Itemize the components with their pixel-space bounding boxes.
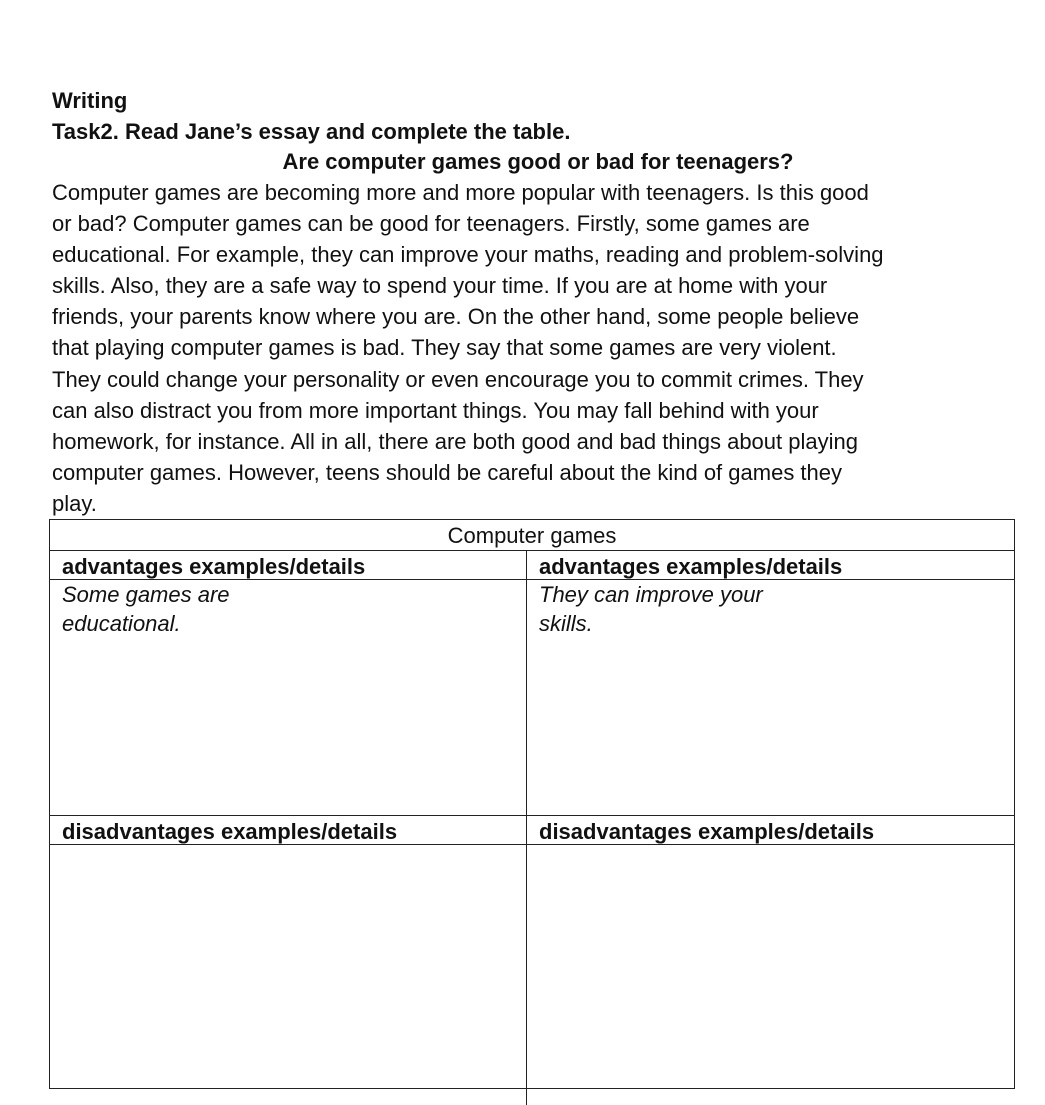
column-header: advantages examples/details (62, 554, 366, 579)
column-header: disadvantages examples/details (62, 819, 398, 844)
essay-line: computer games. However, teens should be careful about the kind of games they (52, 459, 843, 485)
essay-line: play. (52, 490, 97, 516)
section-heading: Writing (52, 88, 128, 113)
essay-line: educational. For example, they can improve your maths, reading and problem-solving (52, 242, 884, 268)
essay-line: that playing computer games is bad. They say that some games are very violent. (52, 335, 837, 361)
column-header: advantages examples/details (539, 554, 843, 579)
column-header: disadvantages examples/details (539, 819, 875, 844)
answer-text: Some games are educational. (62, 582, 230, 636)
essay-line: Computer games are becoming more and more popular with teenagers. Is this good (52, 180, 869, 205)
disadvantages-header-left (50, 816, 527, 844)
advantages-answer-row (50, 580, 1014, 816)
disadvantages-answer-left[interactable] (50, 845, 527, 1105)
essay-line: can also distract you from more important things. You may fall behind with your (52, 397, 819, 423)
essay-title: Are computer games good or bad for teenagers? (282, 149, 794, 174)
essay-line: friends, your parents know where you are. On the other hand, some people believe (52, 304, 860, 330)
advantages-header-row (50, 551, 1014, 580)
essay-line: or bad? Computer games can be good for teenagers. Firstly, some games are (52, 211, 810, 237)
disadvantages-header-right (527, 816, 1014, 844)
answer-text: They can improve your skills. (539, 582, 763, 636)
disadvantages-answer-right[interactable] (527, 845, 1014, 1105)
advantages-answer-right[interactable] (527, 580, 1014, 815)
disadvantages-answer-row (50, 845, 1014, 1105)
computer-games-table (49, 519, 1015, 1089)
advantages-answer-left[interactable] (50, 580, 527, 815)
advantages-header-left (50, 551, 527, 579)
essay-text (52, 177, 1012, 519)
essay-line: homework, for instance. All in all, there are both good and bad things about playing (52, 428, 858, 454)
task-instruction: Task2. Read Jane’s essay and complete the table. (52, 119, 571, 144)
advantages-header-right (527, 551, 1014, 579)
disadvantages-header-row (50, 816, 1014, 845)
table-caption: Computer games (50, 520, 1014, 551)
essay-line: They could change your personality or even encourage you to commit crimes. They (52, 366, 864, 392)
essay-line: skills. Also, they are a safe way to spend your time. If you are at home with your (52, 273, 828, 299)
